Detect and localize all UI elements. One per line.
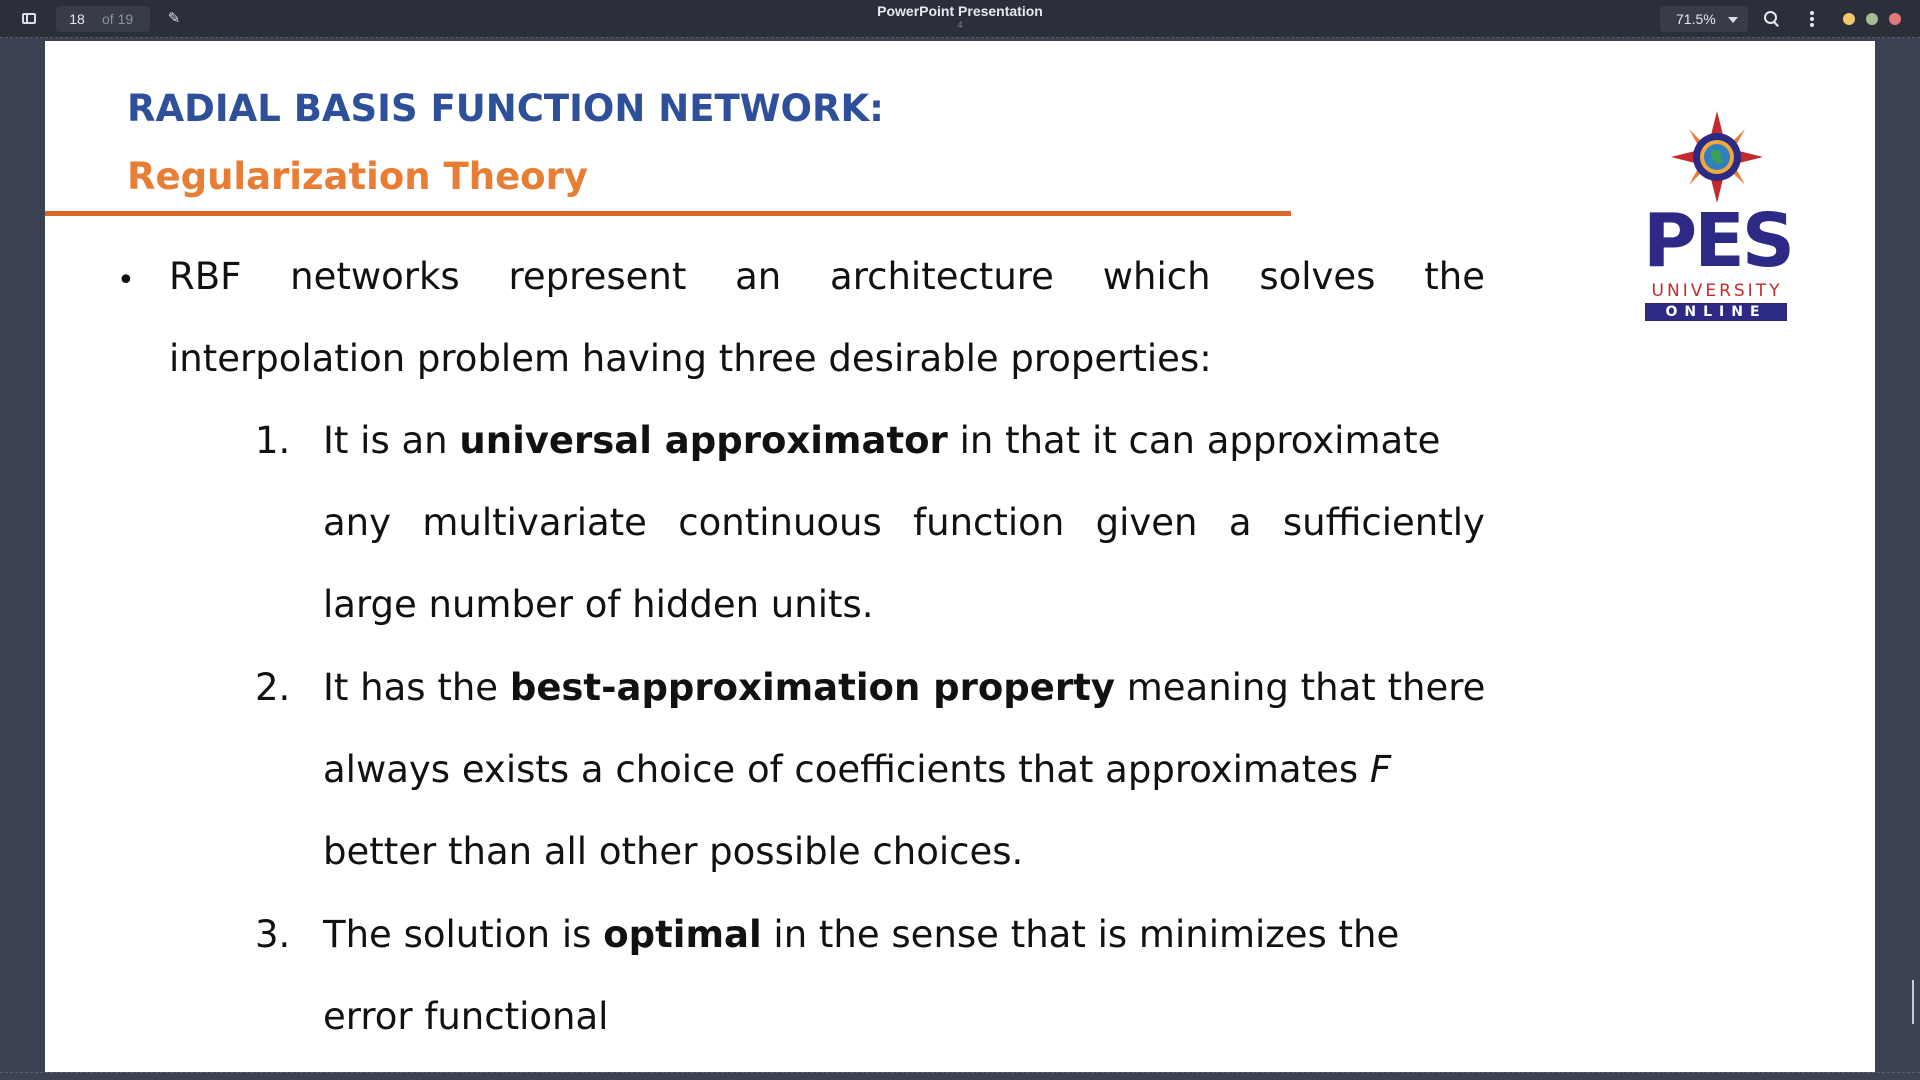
text: It is an — [323, 419, 460, 462]
page-number-box[interactable] — [56, 6, 150, 32]
document-subtitle: 4 — [957, 20, 963, 30]
word: which — [1102, 255, 1211, 298]
list-number: 2. — [255, 666, 291, 709]
zoom-dropdown[interactable] — [1660, 6, 1748, 32]
italic-text: F — [1369, 748, 1392, 791]
heading-divider — [45, 211, 1291, 216]
bold-text: optimal — [603, 913, 762, 956]
maximize-window-button[interactable] — [1866, 13, 1878, 25]
item-2-line-2 — [323, 748, 1391, 792]
item-2-line-1 — [323, 666, 1485, 710]
word: any — [323, 501, 392, 544]
word: multivariate — [422, 501, 647, 544]
chevron-down-icon — [1728, 17, 1738, 23]
logo-university-text: UNIVERSITY — [1651, 281, 1783, 301]
item-1-line-1-text — [323, 419, 1440, 463]
document-title: PowerPoint Presentation — [877, 3, 1043, 19]
word: architecture — [830, 255, 1054, 298]
text: in that it can approximate — [947, 419, 1441, 462]
logo-online-text: ONLINE — [1645, 303, 1787, 321]
list-number: 1. — [255, 419, 291, 462]
close-window-button[interactable] — [1889, 13, 1901, 25]
word: sufficiently — [1282, 501, 1485, 544]
text: meaning that there — [1114, 666, 1486, 709]
word: represent — [508, 255, 687, 298]
page-current-input[interactable]: 18 — [69, 11, 85, 27]
word: RBF — [169, 255, 242, 298]
word: continuous — [678, 501, 882, 544]
bullet-line-1 — [169, 255, 1485, 299]
word: the — [1424, 255, 1485, 298]
item-2-line-3: better than all other possible choices. — [323, 830, 1024, 873]
word: a — [1228, 501, 1252, 544]
text: The solution is — [323, 913, 604, 956]
word: function — [913, 501, 1065, 544]
word: solves — [1259, 255, 1376, 298]
bullet-line-2: interpolation problem having three desirable properties: — [169, 337, 1212, 380]
item-1-line-1 — [323, 419, 1485, 463]
text: always exists a choice of coefficients that approximates — [323, 748, 1370, 791]
slide-subheading: Regularization Theory — [127, 155, 588, 198]
item-3-line-1 — [323, 913, 1399, 957]
logo-wordmark: PES — [1643, 198, 1793, 284]
slide-page — [45, 41, 1875, 1072]
bullet-icon: • — [117, 263, 135, 298]
pencil-icon[interactable]: ✎ — [167, 10, 181, 27]
page-total-label: of 19 — [102, 11, 134, 27]
search-icon[interactable] — [1761, 9, 1781, 29]
item-1-line-2 — [323, 501, 1485, 545]
bold-text: best-approximation property — [509, 666, 1115, 709]
more-vertical-icon[interactable] — [1802, 9, 1822, 29]
item-3-line-2: error functional — [323, 995, 609, 1038]
word: an — [735, 255, 782, 298]
text: It has the — [323, 666, 510, 709]
text: in the sense that is minimizes the — [761, 913, 1400, 956]
compass-globe-icon — [1643, 111, 1791, 203]
page-bottom-edge — [0, 1072, 1920, 1080]
viewer-toolbar — [0, 0, 1920, 38]
list-number: 3. — [255, 913, 291, 956]
minimize-window-button[interactable] — [1843, 13, 1855, 25]
pes-university-logo — [1643, 111, 1791, 323]
item-1-line-3: large number of hidden units. — [323, 583, 874, 626]
slide-heading: RADIAL BASIS FUNCTION NETWORK: — [127, 87, 884, 130]
vertical-scrollbar[interactable] — [1912, 980, 1914, 1024]
bold-text: universal approximator — [459, 419, 948, 462]
zoom-value: 71.5% — [1676, 11, 1716, 27]
word: given — [1095, 501, 1198, 544]
word: networks — [290, 255, 460, 298]
sidebar-toggle-icon[interactable] — [20, 9, 40, 29]
document-title-area — [760, 2, 1160, 30]
